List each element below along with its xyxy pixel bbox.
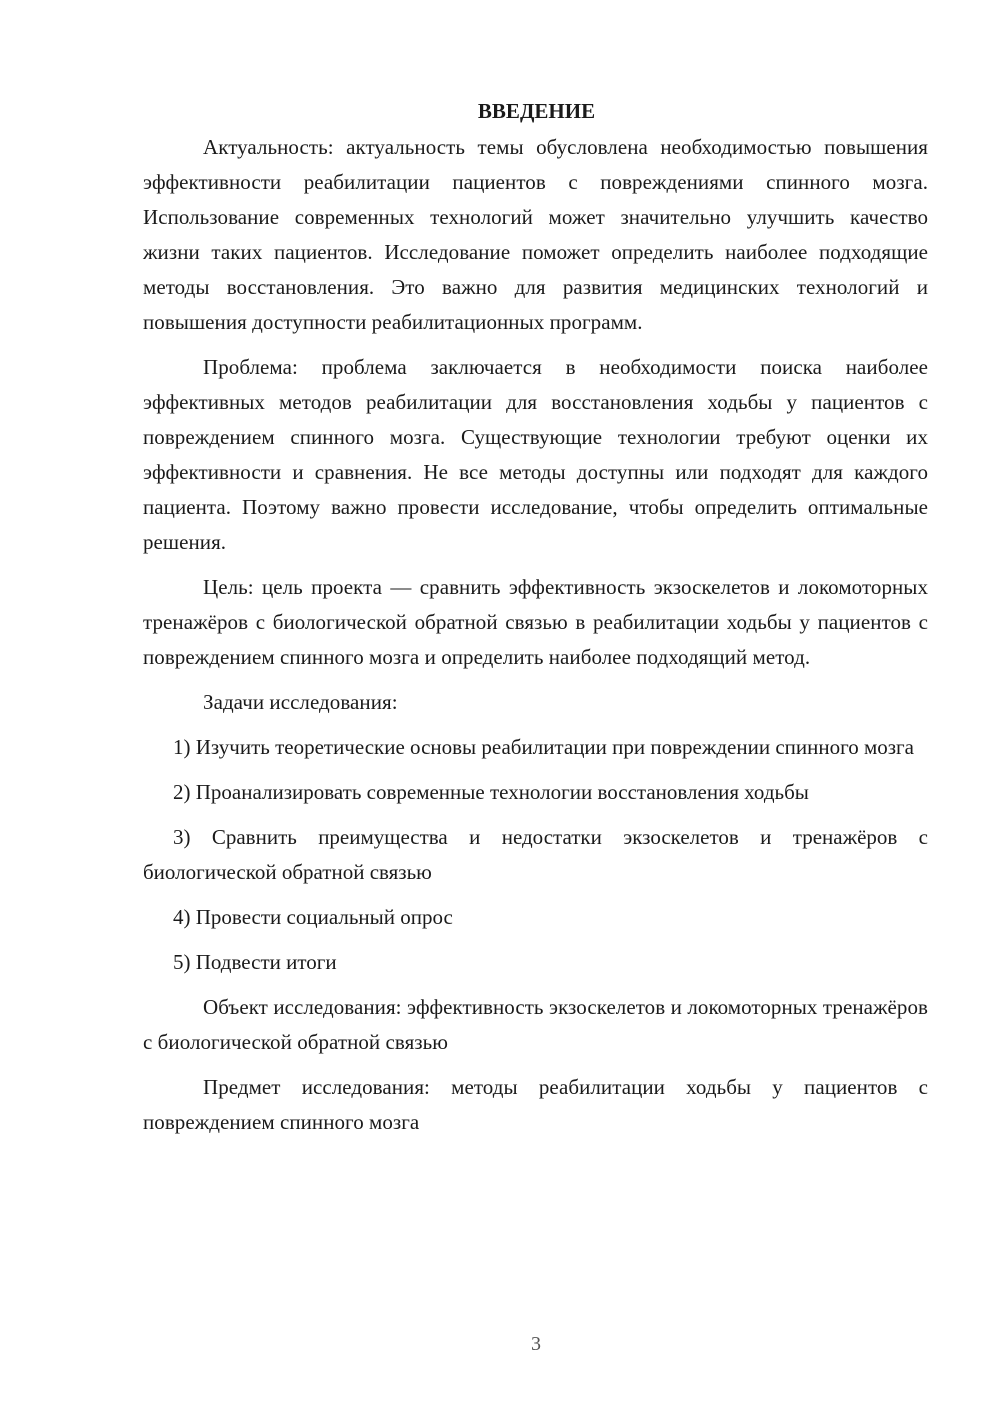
task-item-3: 3) Сравнить преимущества и недостатки экзоскелетов и тренажёров с биологической обратной связью (143, 825, 928, 884)
problem-paragraph: Проблема: проблема заключается в необходимости поиска наиболее эффективных методов реабилитации для восстановления ходьбы у пациентов с повреждением спинного мозга. Существующие технологии требуют оценки их эффективности и сравнения. Не все методы доступны или подходят для каждого пациента. Поэтому важно провести исследование, чтобы определить оптимальные решения. (143, 355, 928, 554)
research-object-paragraph: Объект исследования: эффективность экзоскелетов и локомоторных тренажёров с биологической обратной связью (143, 995, 928, 1054)
task-item-2: 2) Проанализировать современные технологии восстановления ходьбы (173, 780, 809, 804)
page-title: ВВЕДЕНИЕ (477, 99, 596, 123)
goal-paragraph: Цель: цель проекта — сравнить эффективность экзоскелетов и локомоторных тренажёров с биологической обратной связью в реабилитации ходьбы у пациентов с повреждением спинного мозга и определить наиболее подходящий метод. (143, 575, 928, 669)
task-item-5: 5) Подвести итоги (173, 950, 337, 974)
research-subject-paragraph: Предмет исследования: методы реабилитации ходьбы у пациентов с повреждением спинного мозга (143, 1075, 928, 1134)
tasks-heading: Задачи исследования: (203, 690, 398, 714)
task-item-1: 1) Изучить теоретические основы реабилитации при повреждении спинного мозга (173, 735, 914, 759)
relevance-paragraph: Актуальность: актуальность темы обусловлена необходимостью повышения эффективности реабилитации пациентов с повреждениями спинного мозга. Использование современных технологий может значительно улучшить качество жизни таких пациентов. Исследование поможет определить наиболее подходящие методы восстановления. Это важно для развития медицинских технологий и повышения доступности реабилитационных программ. (143, 135, 928, 334)
page-number: 3 (531, 1333, 541, 1355)
document-page (143, 96, 928, 1150)
task-item-4: 4) Провести социальный опрос (173, 905, 453, 929)
